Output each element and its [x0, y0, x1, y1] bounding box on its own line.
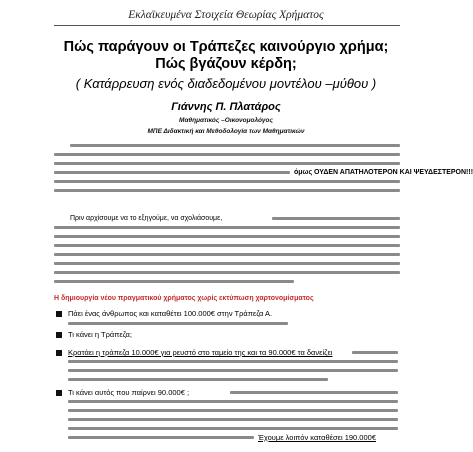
text-line — [68, 360, 398, 363]
text-line — [54, 153, 400, 156]
paragraph-1 — [54, 142, 473, 196]
bullet-marker — [56, 350, 62, 356]
bullet-item-4: Τι κάνει αυτός που παίρνει 90.000€ ; — [68, 388, 190, 397]
author-affiliation-1: Μαθηματικός –Οικονομολόγος — [179, 117, 273, 124]
bullet-item-2: Τι κάνει η Τράπεζα; — [68, 330, 132, 339]
text-line — [230, 391, 398, 394]
article-subtitle: ( Κατάρρευση ενός διαδεδομένου μοντέλου –μύθου ) — [75, 76, 377, 91]
text-line — [68, 418, 398, 421]
text-line — [68, 378, 328, 381]
text-line — [54, 271, 400, 274]
text-line — [54, 244, 400, 247]
text-line — [54, 253, 400, 256]
text-line — [68, 400, 398, 403]
text-line — [68, 436, 254, 439]
author-affiliation-2: ΜΠΕ Διδακτική και Μεθοδολογία των Μαθηματικών — [147, 128, 305, 135]
title-line-2: Πώς βγάζουν κέρδη; — [155, 56, 297, 72]
text-line — [54, 235, 400, 238]
paragraph-2-start: Πριν αρχίσουμε να το εξηγούμε, να σχολιάσουμε, — [70, 215, 223, 222]
section-heading: Η δημιουργία νέου πραγματικού χρήματος χωρίς εκτύπωση χαρτονομίσματος — [54, 295, 314, 302]
text-line — [272, 217, 400, 220]
title-line-1: Πώς παράγουν οι Τράπεζες καινούργιο χρήμα; — [63, 39, 389, 55]
text-line — [68, 409, 398, 412]
text-line — [54, 226, 400, 229]
emphasis-text: όμως ΟΥΔΕΝ ΑΠΑΤΗΛΟΤΕΡΟΝ ΚΑΙ ΨΕΥΔΕΣΤΕΡΟΝ!!! — [294, 169, 473, 176]
bullet-marker — [56, 311, 62, 317]
text-line — [68, 322, 288, 325]
text-line — [54, 280, 294, 283]
author-name: Γιάννης Π. Πλατάρος — [171, 101, 281, 113]
text-line — [68, 369, 398, 372]
text-line — [54, 189, 400, 192]
header-rule — [54, 25, 400, 26]
text-line — [68, 427, 398, 430]
closing-phrase: Έχουμε λοιπόν καταθέσει 190.000€ — [258, 433, 376, 442]
text-line — [70, 144, 400, 147]
text-line — [352, 351, 398, 354]
article-title — [0, 39, 452, 73]
running-header: Εκλαϊκευμένα Στοιχεία Θεωρίας Χρήματος — [128, 9, 324, 21]
bullet-item-3: Κρατάει η τράπεζα 10.000€ για ρευστό στο ταμείο της και τα 90.000€ τα δανείζει — [68, 348, 333, 357]
bullet-marker — [56, 390, 62, 396]
bullet-marker — [56, 332, 62, 338]
bullet-item-1: Πάει ένας άνθρωπος και καταθέτει 100.000€ στην Τράπεζα Α. — [68, 309, 273, 318]
text-line — [54, 180, 400, 183]
text-line — [54, 162, 400, 165]
text-line — [54, 171, 290, 174]
text-line — [54, 262, 400, 265]
paragraph-2 — [54, 214, 400, 284]
